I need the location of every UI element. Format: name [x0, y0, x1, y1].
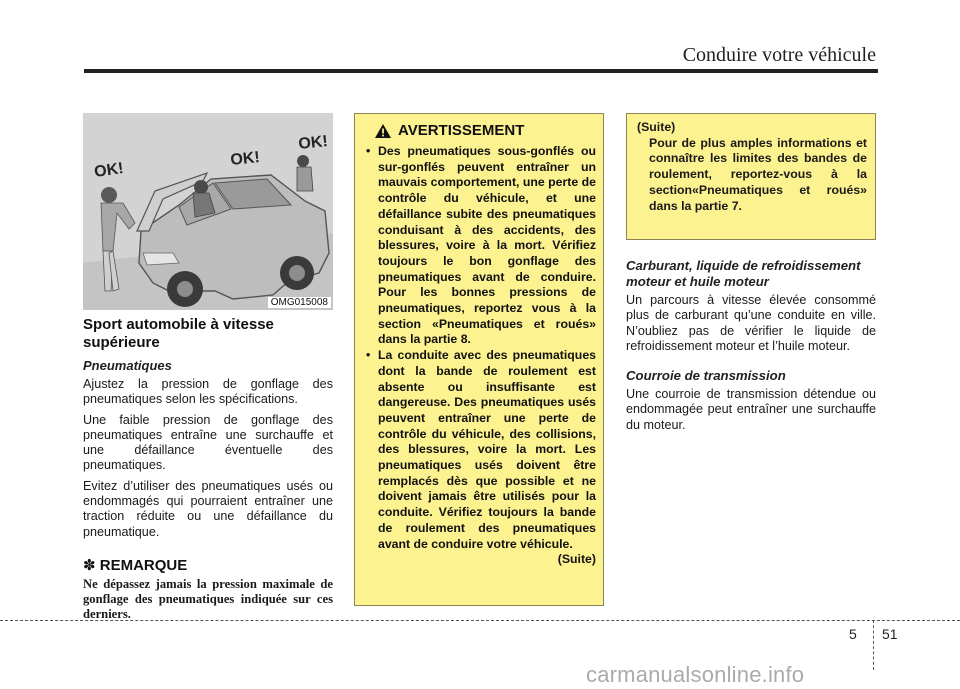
callout-ok-center: OK!: [229, 149, 261, 169]
remarque-text: Ne dépassez jamais la pression maximale de gonflage des pneumatiques indiquée sur ces derniers.: [83, 576, 333, 621]
paragraph: Ajustez la pression de gonflage des pneumatiques selon les spécifications.: [83, 377, 333, 407]
warning-title-row: [374, 122, 596, 140]
subheading-drive-belt: Courroie de transmission: [626, 368, 786, 384]
continuation-label: (Suite): [637, 120, 676, 134]
section-heading-high-speed: Sport automobile à vitesse supérieure: [83, 316, 274, 351]
footer-rule: [0, 620, 960, 621]
callout-ok-right: OK!: [297, 133, 329, 153]
chapter-number: 5: [849, 626, 857, 642]
paragraph: Evitez d’utiliser des pneumatiques usés ou endommagés qui pourraient entraîner une traction réduite ou une défaillance du pneumatique.: [83, 478, 333, 539]
warning-list: [364, 144, 596, 552]
illustration-car-inspection: [83, 113, 333, 310]
continuation-box: [626, 113, 876, 240]
footer-divider: [873, 620, 874, 670]
page-header-title: Conduire votre véhicule: [682, 44, 876, 66]
warning-item: • La conduite avec des pneumatiques dont la bande de roulement est absente ou insuffisante est dangereuse. Des pneumatiques usés peuvent entraîner une perte de contrôle du véhicule, des collisions, des blessures, voire la mort. Les pneumatiques usés doivent être remplacés dès que possible et ne doivent jamais être utilisés pour la conduite. Vérifiez toujours la bande de roulement des pneumatiques avant de conduire votre véhicule.: [364, 348, 596, 552]
warning-continued: (Suite): [557, 552, 596, 567]
watermark: carmanualsonline.info: [586, 662, 805, 687]
car-illustration: [83, 113, 333, 310]
warning-triangle-icon: [374, 123, 392, 139]
paragraph: Un parcours à vitesse élevée consommé plus de carburant qu’une conduite en ville. N’oubliez pas de vérifier le liquide de refroidissement moteur et l’huile moteur.: [626, 293, 876, 353]
figure-code: OMG015008: [268, 297, 331, 308]
warning-item: • Des pneumatiques sous-gonflés ou sur-gonflés peuvent entraîner un mauvais comportement, une perte de contrôle du véhicule, et une défaillance subite des pneumatiques conduisant à des accidents, des blessures, voire à la mort. Vérifiez toujours le bon gonflage des pneumatiques avant de conduire. Pour les bonnes pressions de pneumatiques, reportez vous à la section «Pneumatiques et roués» dans la partie 8.: [364, 144, 596, 348]
paragraph: Une courroie de transmission détendue ou endommagée peut entraîner une surchauffe du moteur.: [626, 387, 876, 432]
header-rule: [84, 69, 878, 73]
paragraph: Une faible pression de gonflage des pneumatiques entraîne une surchauffe et une défaillance éventuelle des pneumatiques.: [83, 412, 333, 473]
subheading-tyres: Pneumatiques: [83, 358, 172, 373]
remarque-heading: ✽ REMARQUE: [83, 556, 188, 574]
page-number: 51: [882, 626, 898, 642]
warning-title: AVERTISSEMENT: [398, 122, 525, 139]
continuation-text: Pour de plus amples informations et connaître les limites des bandes de roulement, reportez-vous à la section«Pneumatiques et roués» dans la partie 7.: [649, 135, 867, 213]
left-column: [83, 113, 333, 621]
callout-ok-left: OK!: [93, 160, 125, 181]
warning-box: [354, 113, 604, 606]
right-column: [626, 258, 876, 438]
subheading-fuel-coolant-oil: Carburant, liquide de refroidissement moteur et huile moteur: [626, 258, 861, 289]
